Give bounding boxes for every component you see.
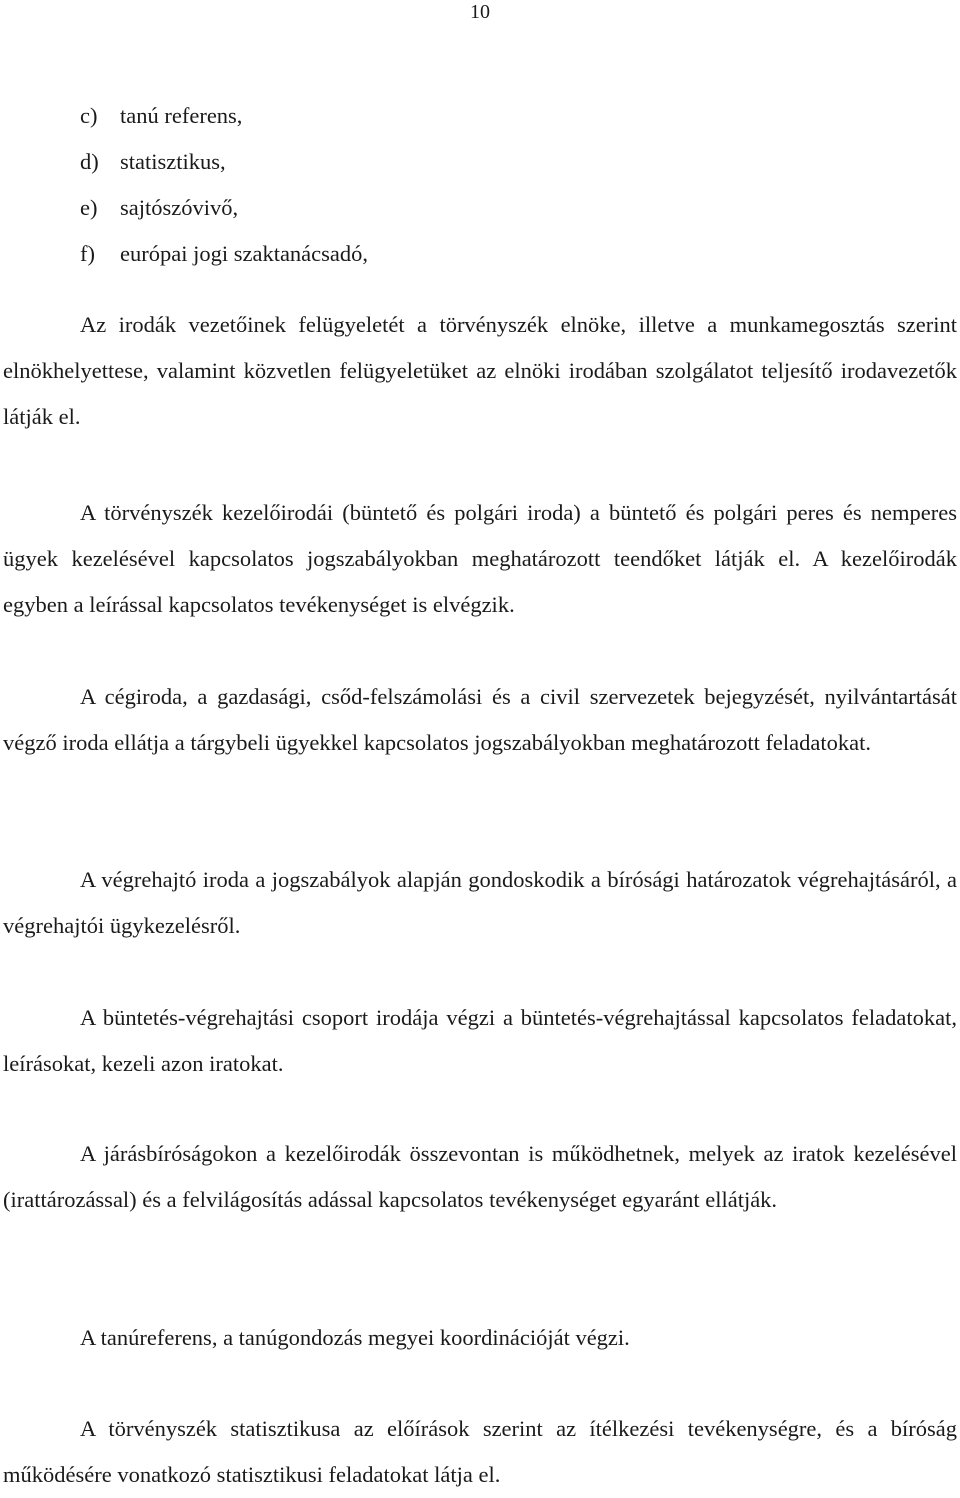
paragraph-office-supervision: Az irodák vezetőinek felügyeletét a törvényszék elnöke, illetve a munkamegosztás szerint elnökhelyettese, valamint közvetlen felügyeletüket az elnöki irodában szolgálatot teljesítő irodavezetők látják el.: [3, 312, 957, 429]
list-item-text: tanú referens,: [120, 103, 243, 128]
list-marker: f): [80, 241, 95, 266]
page-number: 10: [470, 1, 490, 23]
list-marker: e): [80, 195, 98, 220]
list-item-text: sajtószóvivő,: [120, 195, 239, 220]
list-marker: d): [80, 149, 99, 174]
list-item-text: statisztikus,: [120, 149, 226, 174]
paragraph-district-courts: A járásbíróságokon a kezelőirodák összevontan is működhetnek, melyek az iratok kezelésével (irattározással) és a felvilágosítás adással kapcsolatos tevékenységet egyaránt ellátják.: [3, 1141, 957, 1212]
paragraph-registry-offices: A törvényszék kezelőirodái (büntető és polgári iroda) a büntető és polgári peres és nemperes ügyek kezelésével kapcsolatos jogszabályokban meghatározott teendőket látják el. A kezelőirodák egyben a leírással kapcsolatos tevékenységet is elvégzik.: [3, 500, 957, 617]
paragraph-statistician: A törvényszék statisztikusa az előírások szerint az ítélkezési tevékenységre, és a bíróság működésére vonatkozó statisztikusi feladatokat látja el.: [3, 1416, 957, 1487]
paragraph-witness-referent: A tanúreferens, a tanúgondozás megyei koordinációját végzi.: [80, 1325, 630, 1350]
paragraph-enforcement-office: A végrehajtó iroda a jogszabályok alapján gondoskodik a bírósági határozatok végrehajtásáról, a végrehajtói ügykezelésről.: [3, 867, 957, 938]
list-item-text: európai jogi szaktanácsadó,: [120, 241, 369, 266]
list-marker: c): [80, 103, 98, 128]
paragraph-company-registry: A cégiroda, a gazdasági, csőd-felszámolási és a civil szervezetek bejegyzését, nyilvántartását végző iroda ellátja a tárgybeli ügyekkel kapcsolatos jogszabályokban meghatározott feladatokat.: [3, 684, 957, 755]
paragraph-penal-enforcement: A büntetés-végrehajtási csoport irodája végzi a büntetés-végrehajtással kapcsolatos feladatokat, leírásokat, kezeli azon iratokat.: [3, 1005, 957, 1076]
